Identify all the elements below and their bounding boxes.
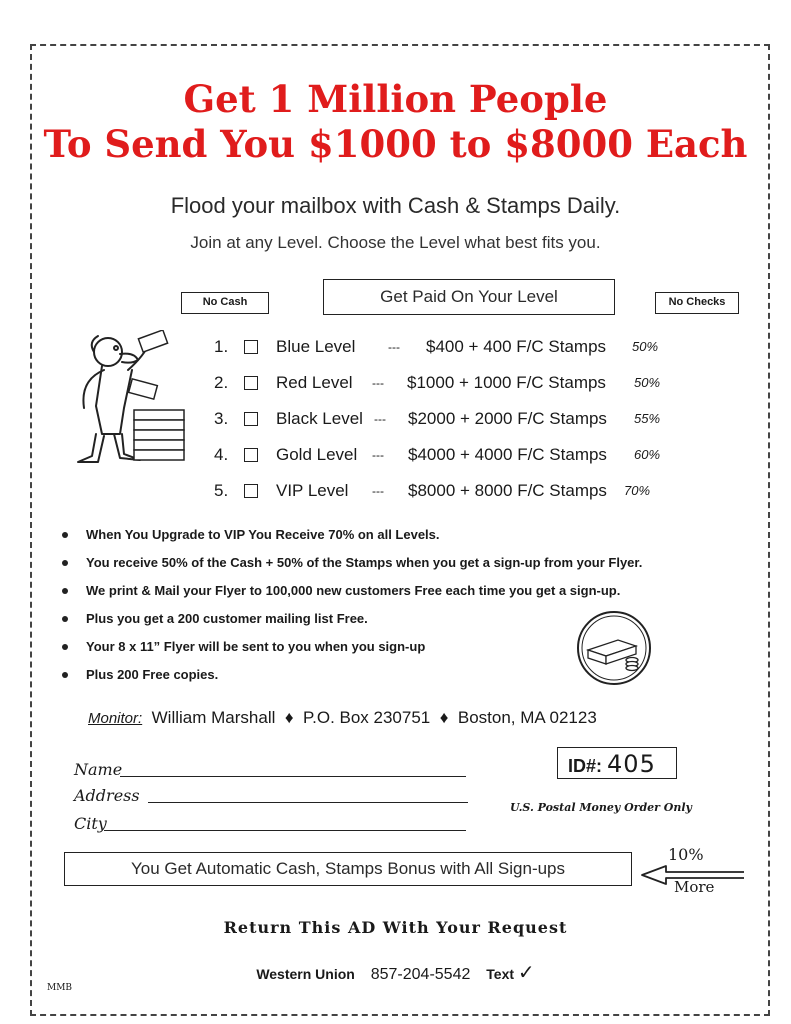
level-price: $400 + 400 F/C Stamps [426, 337, 607, 356]
text-label: Text [486, 966, 515, 982]
level-checkbox[interactable] [244, 376, 258, 390]
checkmark-icon: ✓ [517, 962, 535, 984]
monitor-line [88, 708, 597, 728]
address-label: Address [74, 786, 140, 805]
id-label: ID#: [568, 756, 603, 776]
level-name: Black Level [276, 409, 363, 428]
separator-diamond: ♦ [439, 708, 449, 727]
level-percent: 50% [632, 339, 659, 354]
footer-code: MMB [47, 983, 73, 993]
bonus-percent: 10% [668, 845, 704, 864]
level-percent: 50% [634, 375, 661, 390]
level-checkbox[interactable] [244, 448, 258, 462]
address-field[interactable] [148, 802, 468, 803]
monitor-po-box: P.O. Box 230751 [302, 708, 431, 727]
list-item: Your 8 x 11” Flyer will be sent to you when you sign-up [62, 634, 752, 662]
level-name: Red Level [276, 373, 353, 392]
bonus-more: More [674, 878, 715, 896]
monitor-city: Boston, MA 02123 [457, 708, 597, 727]
get-paid-box: Get Paid On Your Level [323, 279, 615, 315]
level-price: $2000 + 2000 F/C Stamps [408, 409, 607, 428]
cartoon-man-cash-illustration [68, 330, 198, 470]
level-dash: --- [374, 412, 386, 426]
level-percent: 55% [634, 411, 661, 426]
level-price: $8000 + 8000 F/C Stamps [408, 481, 607, 500]
level-dash: --- [388, 340, 400, 354]
name-label: Name [74, 760, 123, 779]
id-box [557, 747, 677, 779]
list-item: We print & Mail your Flyer to 100,000 new customers Free each time you get a sign-up. [62, 578, 752, 606]
level-checkbox[interactable] [244, 412, 258, 426]
level-name: VIP Level [276, 481, 349, 500]
level-checkbox[interactable] [244, 484, 258, 498]
join-text: Join at any Level. Choose the Level what best fits you. [190, 233, 601, 252]
postal-note: U.S. Postal Money Order Only [510, 801, 692, 814]
level-price: $4000 + 4000 F/C Stamps [408, 445, 607, 464]
list-item: Plus 200 Free copies. [62, 662, 752, 690]
level-number: 4. [214, 445, 229, 464]
level-dash: --- [372, 448, 384, 462]
level-name: Gold Level [276, 445, 358, 464]
contact-line [0, 960, 791, 985]
level-number: 3. [214, 409, 229, 428]
city-label: City [74, 814, 107, 833]
level-checkbox[interactable] [244, 340, 258, 354]
level-percent: 70% [624, 483, 651, 498]
money-stack-badge-icon [576, 610, 652, 686]
level-name: Blue Level [276, 337, 356, 356]
level-number: 1. [214, 337, 229, 356]
level-dash: --- [372, 484, 384, 498]
list-item: Plus you get a 200 customer mailing list Free. [62, 606, 752, 634]
no-checks-tag: No Checks [655, 292, 739, 314]
level-price: $1000 + 1000 F/C Stamps [407, 373, 606, 392]
phone-number: 857-204-5542 [370, 966, 471, 983]
id-value: 405 [607, 750, 656, 778]
return-ad-text: Return This AD With Your Request [223, 918, 568, 937]
city-field[interactable] [104, 830, 466, 831]
subheadline: Flood your mailbox with Cash & Stamps Daily. [170, 193, 621, 218]
level-percent: 60% [634, 447, 661, 462]
monitor-label: Monitor: [88, 710, 143, 727]
name-field[interactable] [120, 776, 466, 777]
list-item: You receive 50% of the Cash + 50% of the Stamps when you get a sign-up from your Flyer. [62, 550, 752, 578]
monitor-name: William Marshall [151, 708, 276, 727]
headline-line-1: Get 1 Million People [183, 77, 608, 121]
level-number: 2. [214, 373, 229, 392]
western-union-label: Western Union [256, 966, 355, 982]
separator-diamond: ♦ [284, 708, 294, 727]
auto-bonus-box: You Get Automatic Cash, Stamps Bonus with All Sign-ups [64, 852, 632, 886]
headline-line-2: To Send You $1000 to $8000 Each [43, 122, 748, 166]
level-number: 5. [214, 481, 229, 500]
list-item: When You Upgrade to VIP You Receive 70% on all Levels. [62, 522, 752, 550]
no-cash-tag: No Cash [181, 292, 269, 314]
level-dash: --- [372, 376, 384, 390]
